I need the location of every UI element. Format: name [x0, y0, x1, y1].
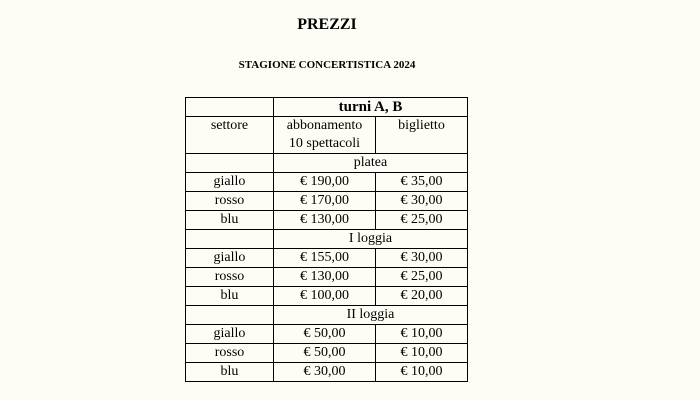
section-empty-cell [186, 306, 274, 325]
cell-settore: rosso [186, 268, 274, 287]
header-abbonamento-line1: abbonamento [286, 118, 363, 133]
cell-settore: giallo [186, 325, 274, 344]
cell-abbonamento: € 130,00 [274, 268, 376, 287]
group-header: turni A, B [274, 98, 468, 117]
section-name: I loggia [274, 230, 468, 249]
section-row [186, 154, 468, 173]
cell-settore: giallo [186, 173, 274, 192]
cell-biglietto: € 30,00 [376, 192, 468, 211]
section-name: platea [274, 154, 468, 173]
table-row [186, 249, 468, 268]
table-row [186, 211, 468, 230]
cell-settore: rosso [186, 192, 274, 211]
cell-biglietto: € 25,00 [376, 268, 468, 287]
cell-abbonamento: € 30,00 [274, 363, 376, 382]
cell-settore: rosso [186, 344, 274, 363]
cell-settore: blu [186, 211, 274, 230]
table-row [186, 192, 468, 211]
cell-settore: blu [186, 363, 274, 382]
cell-settore: blu [186, 287, 274, 306]
cell-abbonamento: € 50,00 [274, 325, 376, 344]
column-header-row [186, 117, 468, 154]
cell-abbonamento: € 190,00 [274, 173, 376, 192]
table-row [186, 363, 468, 382]
table-row [186, 325, 468, 344]
cell-abbonamento: € 170,00 [274, 192, 376, 211]
table-row [186, 344, 468, 363]
empty-header-cell [186, 98, 274, 117]
group-header-row [186, 98, 468, 117]
cell-abbonamento: € 155,00 [274, 249, 376, 268]
section-row [186, 306, 468, 325]
header-biglietto: biglietto [376, 117, 468, 154]
section-empty-cell [186, 154, 274, 173]
section-empty-cell [186, 230, 274, 249]
table-row [186, 268, 468, 287]
cell-biglietto: € 10,00 [376, 344, 468, 363]
cell-settore: giallo [186, 249, 274, 268]
cell-abbonamento: € 100,00 [274, 287, 376, 306]
cell-biglietto: € 10,00 [376, 363, 468, 382]
cell-biglietto: € 35,00 [376, 173, 468, 192]
header-abbonamento [274, 117, 376, 154]
table-row [186, 173, 468, 192]
header-abbonamento-line2: 10 spettacoli [288, 136, 361, 151]
cell-abbonamento: € 50,00 [274, 344, 376, 363]
cell-biglietto: € 30,00 [376, 249, 468, 268]
cell-abbonamento: € 130,00 [274, 211, 376, 230]
cell-biglietto: € 25,00 [376, 211, 468, 230]
cell-biglietto: € 10,00 [376, 325, 468, 344]
header-settore: settore [186, 117, 274, 154]
section-row [186, 230, 468, 249]
document-title: PREZZI [297, 16, 357, 33]
section-name: II loggia [274, 306, 468, 325]
document-subtitle: STAGIONE CONCERTISTICA 2024 [238, 59, 416, 71]
table-row [186, 287, 468, 306]
cell-biglietto: € 20,00 [376, 287, 468, 306]
price-table [185, 97, 468, 382]
